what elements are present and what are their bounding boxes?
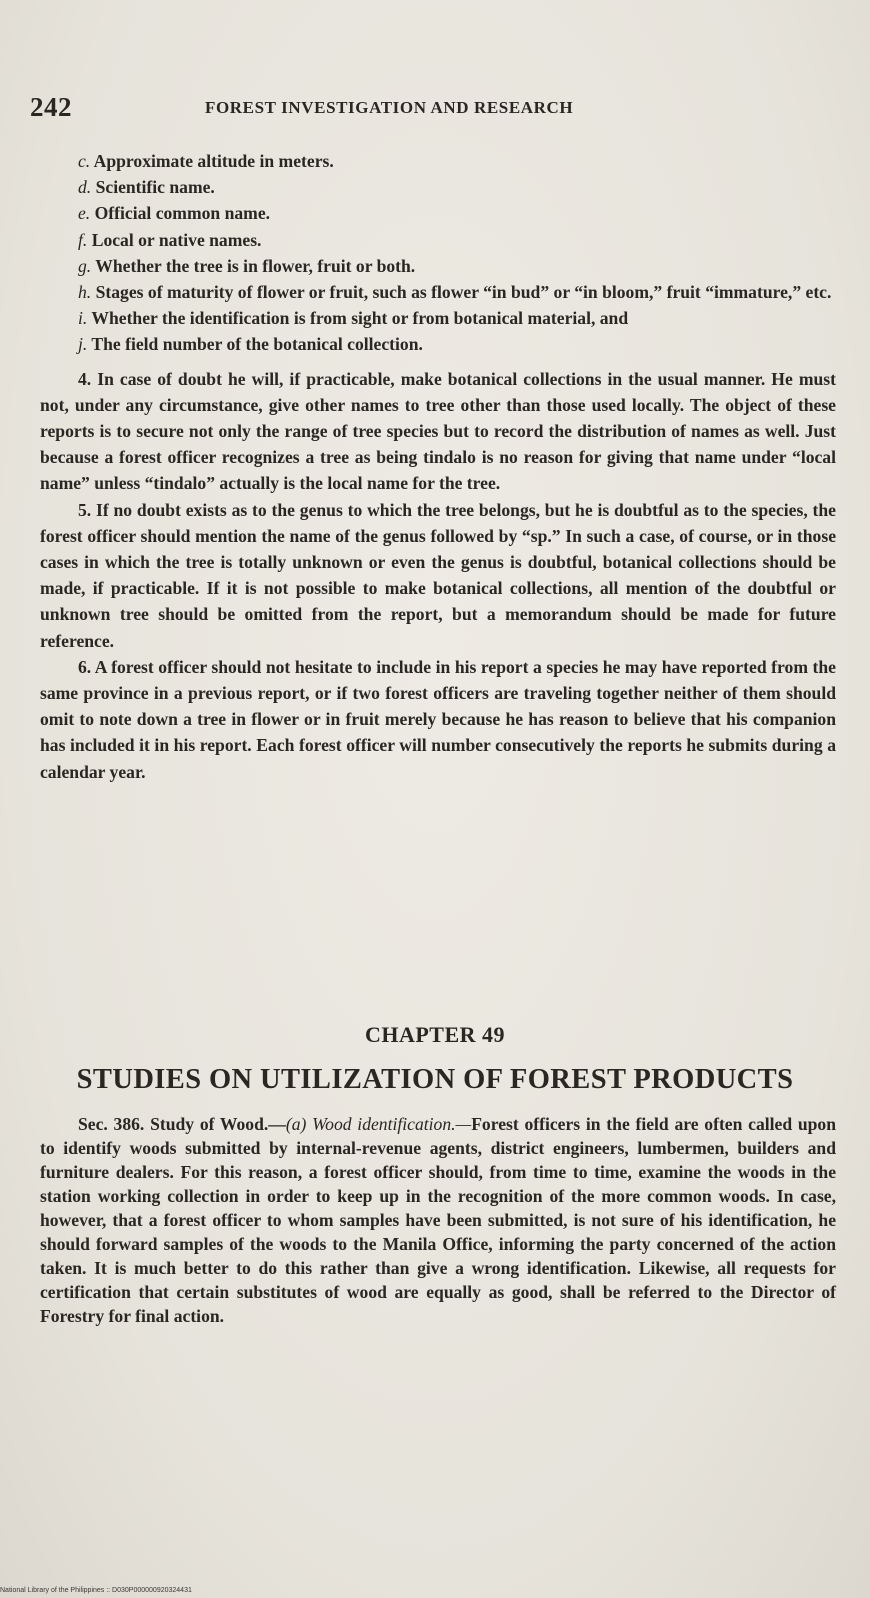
list-item [40, 148, 836, 174]
list-text: Scientific name. [95, 177, 215, 198]
list-text: The field number of the botanical collection. [91, 334, 423, 355]
paragraph: 5. If no doubt exists as to the genus to which the tree belongs, but he is doubtful as to the species, the forest officer should mention the name of the genus followed by “sp.” In such a case, of course, or in those cases in which the tree is totally unknown or even the genus is doubtful, botanical collections should be made, if practicable. If it is not possible to make botanical collections, all mention of the doubtful or unknown tree should be omitted from the report, but a memorandum should be made for future reference. [40, 499, 836, 651]
chapter-label: CHAPTER 49 [364, 1022, 506, 1047]
list-text: Official common name. [94, 203, 271, 224]
list-text: Local or native names. [91, 229, 262, 250]
list-text: Stages of maturity of flower or fruit, such as flower “in bud” or “in bloom,” fruit “immature,” etc. [95, 282, 832, 303]
list-letter: j. [78, 334, 88, 355]
list-letter: f. [78, 229, 88, 250]
page-header [30, 92, 840, 132]
list-letter: g. [78, 255, 92, 276]
chapter-title: STUDIES ON UTILIZATION OF FOREST PRODUCTS [76, 1064, 794, 1095]
list-item [40, 227, 836, 253]
body-text [40, 148, 836, 785]
list-item [40, 200, 836, 226]
list-item [40, 253, 836, 279]
list-letter: e. [78, 203, 91, 224]
list-letter: i. [78, 308, 88, 329]
list-text: Whether the identification is from sight or from botanical material, and [91, 308, 629, 329]
paragraph: 6. A forest officer should not hesitate to include in his report a species he may have reported from the same province in a previous report, or if two forest officers are traveling together neither of them should omit to note down a tree in flower or in fruit merely because he has reason to believe that his companion has included it in his report. Each forest officer will number consecutively the reports he submits during a calendar year. [40, 656, 836, 782]
list-letter: c. [78, 151, 91, 171]
section-heading: Sec. 386. Study of Wood.— [78, 1114, 286, 1134]
list-item [40, 174, 836, 200]
list-text: Whether the tree is in flower, fruit or both. [95, 255, 416, 276]
list-text: Approximate altitude in meters. [93, 151, 334, 171]
section-text: Forest officers in the field are often called upon to identify woods submitted by internal-revenue agents, district engineers, lumbermen, builders and furniture dealers. For this reason, a forest officer should, from time to time, examine the woods in the station working collection in order to keep up in the recognition of the more common woods. In case, however, that a forest officer to whom samples have been submitted, is not sure of his identification, he should forward samples of the woods to the Manila Office, informing the party concerned of the action taken. It is much better to do this rather than give a wrong identification. Likewise, all requests for certification that certain substitutes of wood are equally as good, shall be referred to the Director of Forestry for final action. [40, 1114, 837, 1326]
section-subheading: (a) Wood identification.— [285, 1114, 472, 1134]
list-letter: h. [78, 282, 92, 303]
list-letter: d. [78, 177, 92, 198]
page-number: 242 [30, 92, 72, 122]
section-paragraph [40, 1112, 836, 1328]
running-title: FOREST INVESTIGATION AND RESEARCH [205, 98, 574, 117]
list-item [40, 279, 836, 305]
list-item [40, 305, 836, 331]
list-item [40, 331, 836, 357]
footer-attribution: National Library of the Philippines :: D030P000000920324431 [0, 1587, 192, 1594]
paragraph: 4. In case of doubt he will, if practicable, make botanical collections in the usual manner. He must not, under any circumstance, give other names to tree other than those used locally. The object of these reports is to secure not only the range of tree species but to record the distribution of names as well. Just because a forest officer recognizes a tree as being tindalo is no reason for giving that name under “local name” unless “tindalo” actually is the local name for the tree. [40, 368, 836, 494]
